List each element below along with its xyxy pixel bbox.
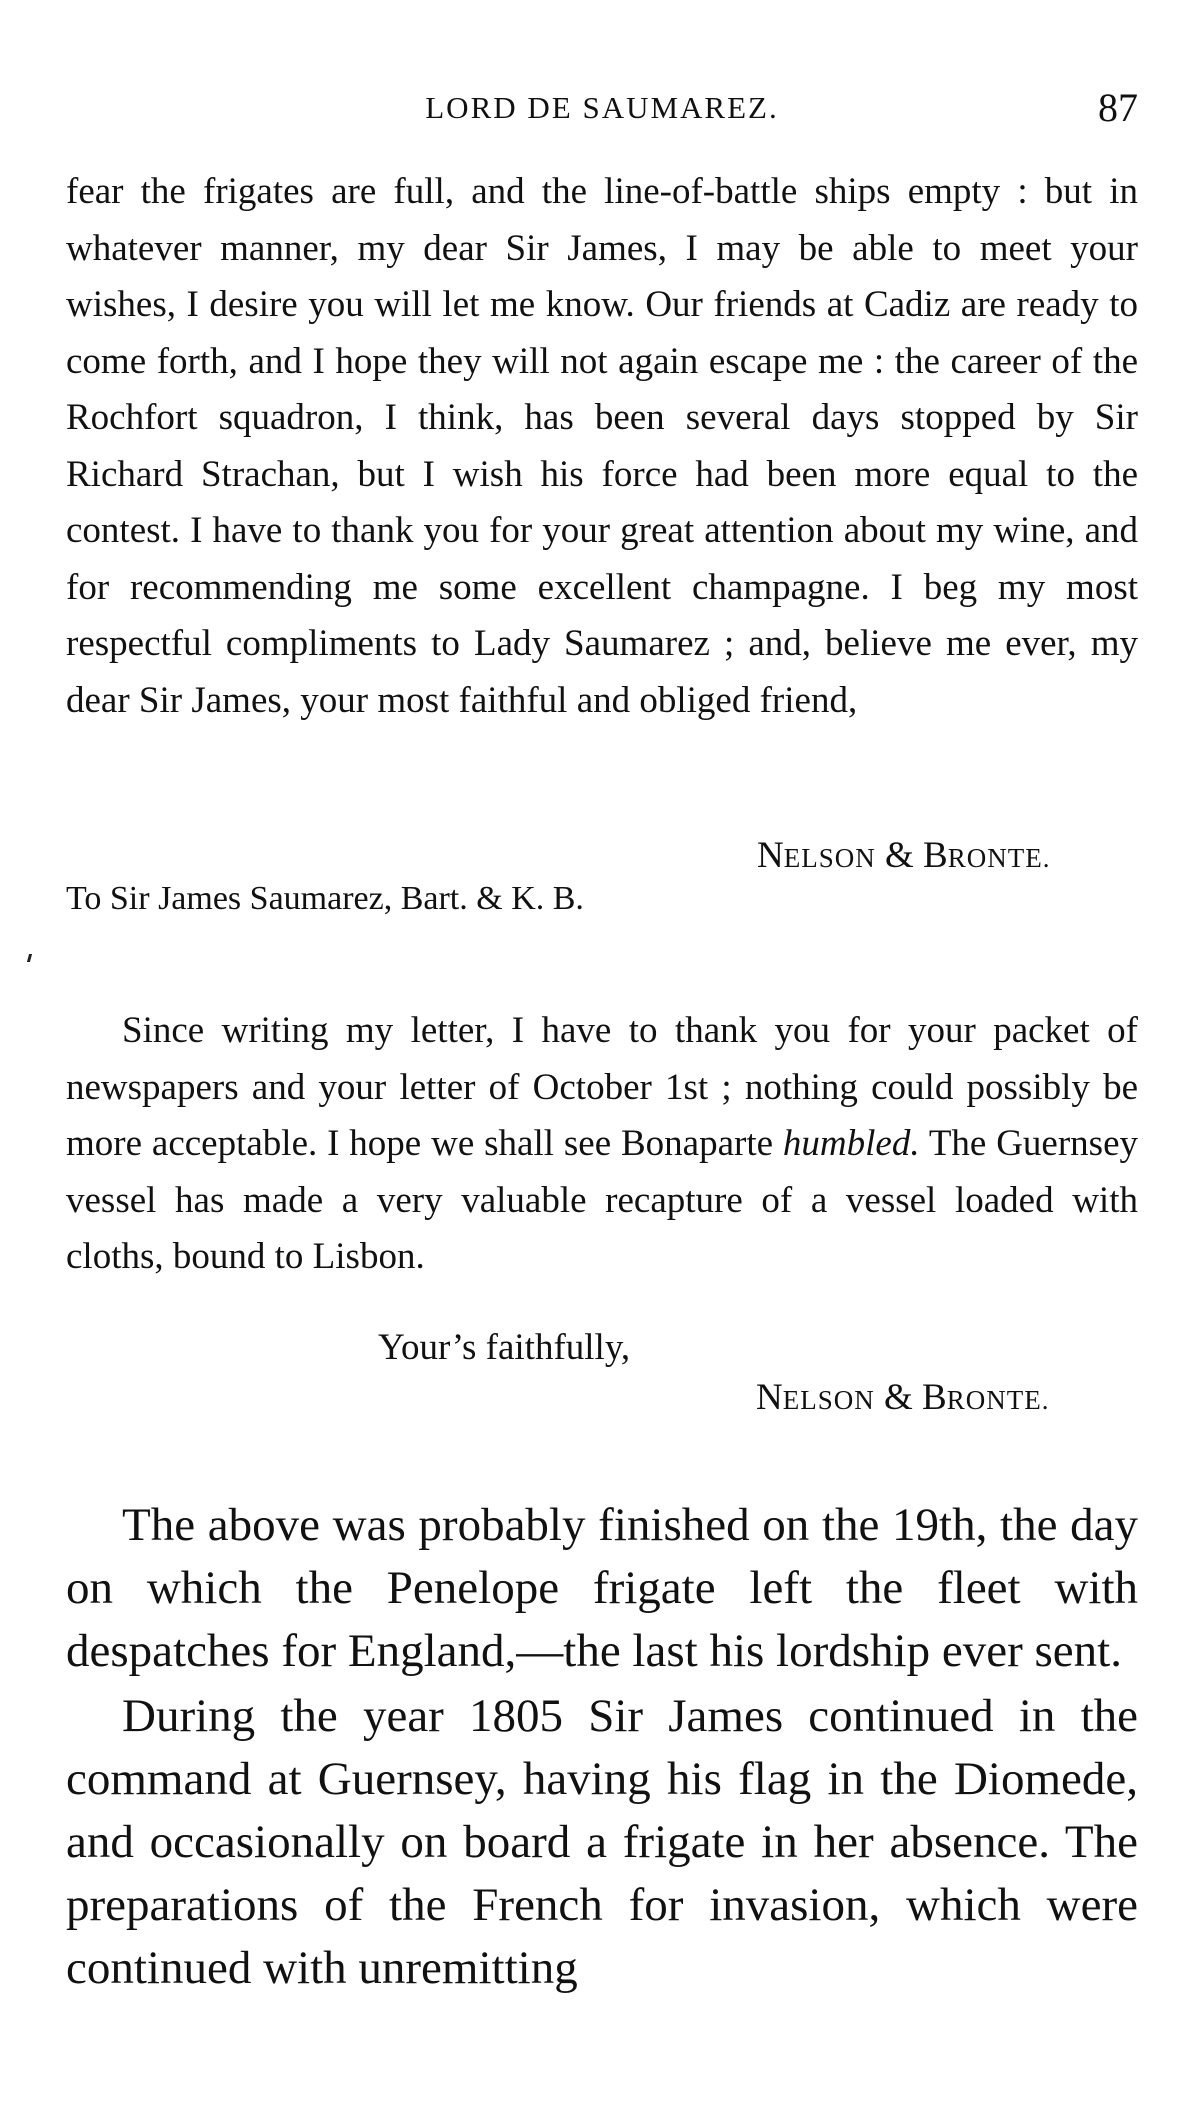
postscript-signature [756, 1376, 1049, 1419]
signature-rest-bronte: RONTE. [946, 1385, 1050, 1415]
postscript-emphasis: humbled. [782, 1123, 920, 1164]
signature-ampersand: & [874, 1377, 923, 1418]
page-header [66, 84, 1138, 134]
signature-rest-bronte: RONTE. [947, 843, 1051, 873]
stray-mark [27, 954, 32, 962]
signature-rest-nelson: ELSON [782, 1385, 875, 1415]
signature-rest-nelson: ELSON [783, 843, 876, 873]
signature-initial-n: N [756, 1377, 783, 1418]
postscript-closing: Your’s faithfully, [378, 1327, 631, 1368]
postscript-paragraph [66, 1003, 1138, 1286]
signature-ampersand: & [875, 835, 924, 876]
page-number: 87 [1098, 85, 1138, 130]
letter-paragraph: fear the frigates are full, and the line-of-battle ships empty : but in whatever manner, my dear Sir James, I may be able to meet your wishes, I desire you will let me know. Our friends at Cadiz are ready to come forth, and I hope they will not again escape me : the career of the Rochfort squadron, I think, has been several days stopped by Sir Richard Strachan, but I wish his force had been more equal to the contest. I have to thank you for your great attention about my wine, and for recommending me some excellent champagne. I beg my most respectful compliments to Lady Saumarez ; and, believe me ever, my dear Sir James, your most faithful and obliged friend, [66, 171, 1138, 721]
running-head: LORD DE SAUMAREZ. [425, 90, 779, 125]
letter-signature [757, 834, 1050, 877]
signature-initial-n: N [757, 835, 784, 876]
narrative-paragraph-2: During the year 1805 Sir James continued in the command at Guernsey, having his flag in the Diomede, and occasionally on board a frigate in her absence. The preparations of the French for invasion, which were continued with unremitting [66, 1690, 1138, 1994]
letter-body [66, 164, 1138, 729]
postscript-text-after: The Guernsey vessel has made a very valuable recapture of a vessel loaded with cloths, bound to Lisbon. [66, 1123, 1138, 1277]
signature-initial-b: B [923, 835, 948, 876]
addressee-line: To Sir James Saumarez, Bart. & K. B. [66, 880, 584, 917]
narrative-body [66, 1494, 1138, 2000]
narrative-paragraph-1: The above was probably finished on the 19th, the day on which the Penelope frigate left the fleet with despatches for England,—the last his lordship ever sent. [66, 1499, 1138, 1677]
signature-initial-b: B [922, 1377, 947, 1418]
postscript-body [66, 1003, 1138, 1286]
postscript-text-before: Since writing my letter, I have to thank you for your packet of newspapers and your letter of October 1st ; nothing could possibly be more acceptable. I hope we shall see Bonaparte [66, 1010, 1138, 1164]
